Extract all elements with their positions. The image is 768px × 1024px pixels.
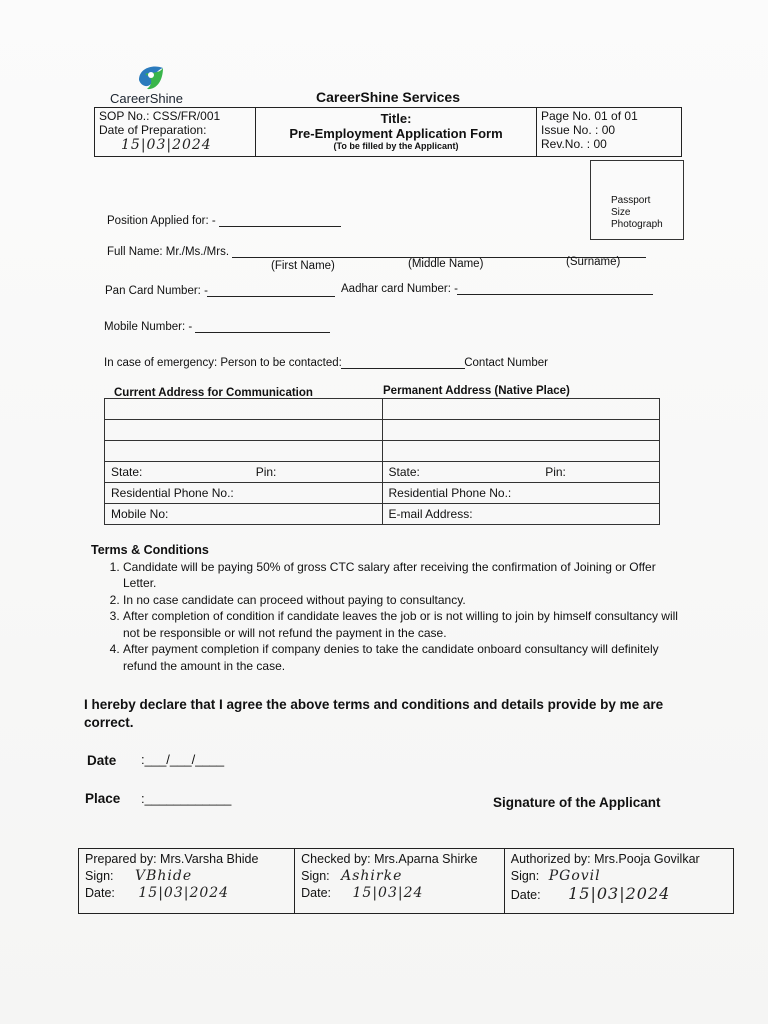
pan-card-label: Pan Card Number: - bbox=[105, 285, 208, 297]
emergency-contact-label: In case of emergency: Person to be contacted: bbox=[104, 357, 342, 369]
state-label: State: bbox=[388, 465, 420, 479]
date-label: Date: bbox=[301, 886, 332, 900]
current-address-heading: Current Address for Communication bbox=[114, 387, 313, 399]
date-blank-field[interactable]: :___/___/____ bbox=[141, 752, 225, 767]
current-state-pin-cell[interactable] bbox=[105, 462, 383, 483]
mobile-number-input-line[interactable] bbox=[195, 320, 330, 333]
applicant-signature-label: Signature of the Applicant bbox=[493, 795, 661, 810]
company-name: CareerShine Services bbox=[316, 89, 460, 105]
terms-item: 4. After payment completion if company denies to take the candidate onboard consultancy will definitely refund the amount in the case. bbox=[123, 641, 691, 674]
terms-item: 3. After completion of condition if candidate leaves the job or is not willing to join by himself consultancy will not be responsible or will not refund the payment in the case. bbox=[123, 608, 691, 641]
sign-label: Sign: bbox=[510, 869, 540, 883]
sign-label: Sign: bbox=[85, 869, 114, 883]
contact-number-label: Contact Number bbox=[464, 357, 548, 369]
passport-text: Passport bbox=[611, 195, 651, 206]
current-address-line[interactable] bbox=[105, 399, 383, 420]
emergency-contact-field[interactable] bbox=[104, 356, 548, 369]
form-subtitle: (To be filled by the Applicant) bbox=[333, 141, 459, 151]
terms-item: 2. In no case candidate can proceed without paying to consultancy. bbox=[123, 592, 691, 609]
permanent-residential-phone-cell[interactable] bbox=[382, 483, 660, 504]
residential-phone-label: Residential Phone No.: bbox=[388, 486, 512, 500]
prepared-by-label: Prepared by: Mrs.Varsha Bhide bbox=[85, 852, 259, 866]
prepared-by-cell bbox=[79, 849, 295, 914]
authorized-by-label: Authorized by: Mrs.Pooja Govilkar bbox=[510, 852, 700, 866]
terms-list bbox=[91, 559, 691, 675]
date-label: Date bbox=[87, 753, 117, 768]
passport-text: Size bbox=[611, 207, 631, 218]
pan-card-field[interactable] bbox=[105, 284, 335, 297]
issue-number: Issue No. : 00 bbox=[541, 123, 616, 137]
page-number: Page No. 01 of 01 bbox=[541, 109, 638, 123]
checked-signature: Ashirke bbox=[341, 868, 403, 884]
terms-section bbox=[91, 542, 691, 674]
current-residential-phone-cell[interactable] bbox=[105, 483, 383, 504]
state-label: State: bbox=[111, 465, 143, 479]
authorized-signature: PGovil bbox=[548, 868, 601, 884]
date-of-preparation-value: 15|03|2024 bbox=[121, 137, 212, 153]
brand-name: CareerShine bbox=[110, 91, 183, 106]
full-name-label: Full Name: Mr./Ms./Mrs. bbox=[107, 246, 230, 258]
pan-card-input-line[interactable] bbox=[207, 284, 335, 297]
checked-by-cell bbox=[295, 849, 505, 914]
pin-label: Pin: bbox=[545, 465, 566, 479]
date-of-preparation-label: Date of Preparation: bbox=[99, 123, 207, 137]
title-label: Title: bbox=[380, 111, 412, 126]
place-label: Place bbox=[85, 791, 121, 806]
checked-by-label: Checked by: Mrs.Aparna Shirke bbox=[301, 852, 478, 866]
checked-date: 15|03|24 bbox=[352, 885, 424, 901]
terms-item: 1. Candidate will be paying 50% of gross CTC salary after receiving the confirmation of Joining or Offer Letter. bbox=[123, 559, 691, 592]
mobile-number-field[interactable] bbox=[104, 320, 330, 333]
sign-label: Sign: bbox=[301, 869, 330, 883]
authorized-by-cell bbox=[504, 849, 733, 914]
residential-phone-label: Residential Phone No.: bbox=[111, 486, 234, 500]
permanent-address-heading: Permanent Address (Native Place) bbox=[383, 385, 570, 397]
document-header-table bbox=[94, 107, 682, 157]
aadhar-card-input-line[interactable] bbox=[457, 282, 653, 295]
position-label: Position Applied for: - bbox=[107, 215, 216, 227]
sop-number: SOP No.: CSS/FR/001 bbox=[99, 109, 221, 123]
current-address-line[interactable] bbox=[105, 420, 383, 441]
passport-photo-box[interactable] bbox=[590, 160, 684, 240]
place-blank-field[interactable]: :____________ bbox=[141, 791, 232, 806]
middle-name-caption: (Middle Name) bbox=[408, 258, 484, 270]
terms-title: Terms & Conditions bbox=[91, 543, 209, 557]
permanent-state-pin-cell[interactable] bbox=[382, 462, 660, 483]
first-name-caption: (First Name) bbox=[271, 260, 335, 272]
permanent-address-line[interactable] bbox=[382, 399, 660, 420]
mobile-number-label: Mobile Number: - bbox=[104, 321, 193, 333]
pin-label: Pin: bbox=[255, 465, 277, 479]
emergency-contact-input-line[interactable] bbox=[341, 356, 465, 369]
aadhar-card-field[interactable] bbox=[341, 282, 653, 295]
authorized-date: 15|03|2024 bbox=[568, 884, 671, 903]
signoff-table bbox=[78, 848, 734, 914]
permanent-address-line[interactable] bbox=[382, 441, 660, 462]
position-input-line[interactable] bbox=[219, 214, 341, 227]
careershine-logo-icon bbox=[135, 62, 167, 92]
permanent-address-line[interactable] bbox=[382, 420, 660, 441]
declaration-text: I hereby declare that I agree the above terms and conditions and details provide by me are correct. bbox=[84, 697, 664, 730]
form-title: Pre-Employment Application Form bbox=[289, 126, 503, 141]
surname-caption: (Surname) bbox=[566, 256, 621, 268]
date-label: Date: bbox=[85, 886, 115, 900]
current-address-line[interactable] bbox=[105, 441, 383, 462]
email-address-label: E-mail Address: bbox=[388, 507, 473, 521]
revision-number: Rev.No. : 00 bbox=[541, 137, 607, 151]
prepared-date: 15|03|2024 bbox=[138, 885, 230, 901]
email-address-cell[interactable] bbox=[382, 504, 660, 525]
passport-text: Photograph bbox=[611, 219, 663, 230]
prepared-signature: VBhide bbox=[134, 868, 193, 884]
mobile-no-cell[interactable] bbox=[105, 504, 383, 525]
mobile-no-label: Mobile No: bbox=[111, 507, 169, 521]
aadhar-card-label: Aadhar card Number: - bbox=[341, 283, 458, 295]
date-label: Date: bbox=[510, 888, 541, 902]
address-table bbox=[104, 398, 660, 525]
position-applied-field[interactable] bbox=[107, 214, 341, 227]
